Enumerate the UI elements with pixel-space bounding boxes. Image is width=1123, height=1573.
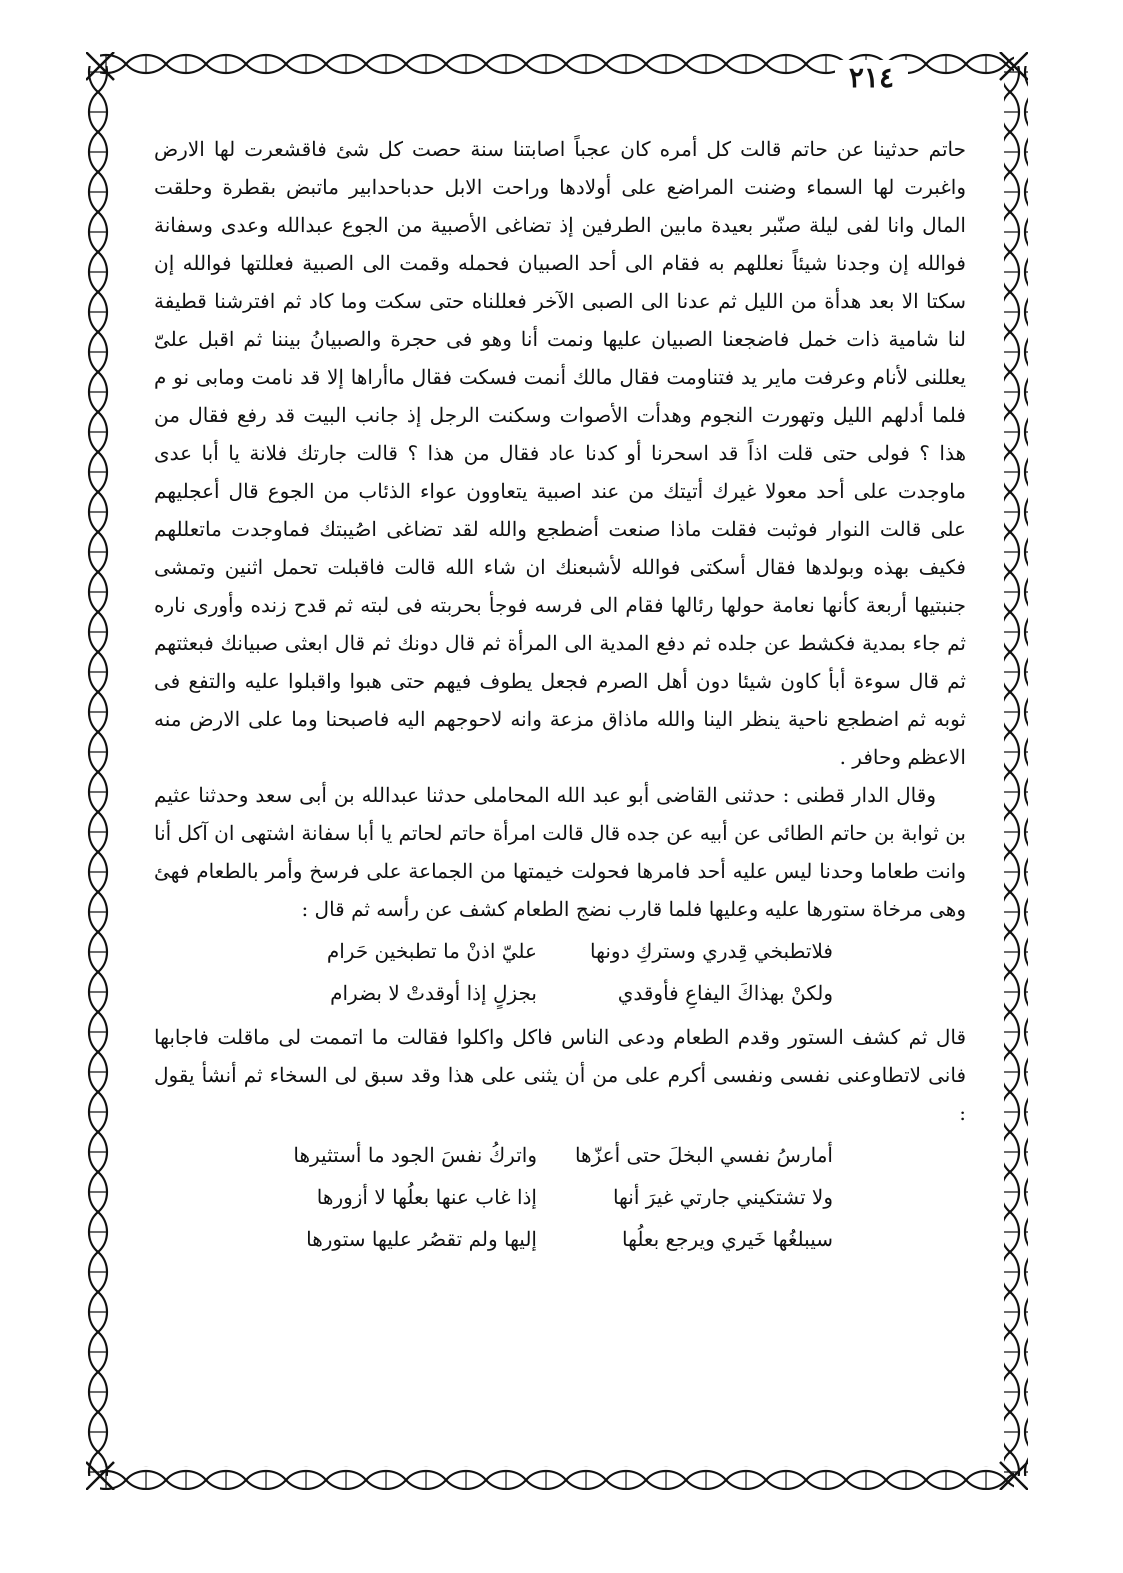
verse	[154, 1134, 966, 1176]
verse-second-hemistich: عليّ اذنْ ما تطبخين حَرام	[326, 939, 537, 963]
paragraph: حاتم حدثينا عن حاتم قالت كل أمره كان عجباً اصابتنا سنة حصت كل شئ فاقشعرت لها الارض واغبرت لها السماء وضنت المراضع على أولادها وراحت الابل حدباحدابير ماتبض بقطرة وحلقت المال وانا لفى ليلة صنّبر بعيدة مابين الطرفين إذ تضاغى الأصبية من الجوع عبدالله وعدى وسفانة فوالله إن وجدنا شيئاً نعللهم به فقام الى أحد الصبيان فحمله وقمت الى الصبية فعللتها فوالله إن سكتا الا بعد هدأة من الليل ثم عدنا الى الصبى الآخر فعللناه حتى سكت وما كاد ثم افترشنا قطيفة لنا شامية ذات خمل فاضجعنا الصبيان عليها ونمت أنا وهو فى حجرة والصبيانُ بيننا ثم اقبل علىّ يعللنى لأنام وعرفت ماير يد فتناومت فقال مالك أنمت فسكت فقال ماأراها إلا قد نامت ومابى نو م فلما أدلهم الليل وتهورت النجوم وهدأت الأصوات وسكنت الرجل إذ جانب البيت قد رفع فقال من هذا ؟ فولى حتى قلت اذاً قد اسحرنا أو كدنا عاد فقال من هذا ؟ قالت جارتك فلانة يا أبا عدى ماوجدت على أحد معولا غيرك أتيتك من عند اصبية يتعاوون عواء الذئاب من الجوع قال أعجليهم على قالت النوار فوثبت فقلت ماذا صنعت أضطجع والله لقد تضاغى اصُيبتك فماوجدت ماتعللهم فكيف بهذه وبولدها فقال أسكتى فوالله لأشبعنك ان شاء الله قالت فاقبلت تحمل اثنين وتمشى جنبتيها أربعة كأنها نعامة حولها رئالها فقام الى فرسه فوجأ بحربته فى لبته ثم قدح زنده وأورى ناره ثم جاء بمدية فكشط عن جلده ثم دفع المدية الى المرأة ثم قال دونك ثم قال ابعثى صبيانك فبعثتهم ثم قال سوءة أبأ كاون شيئا دون أهل الصرم فجعل يطوف فيهم حتى هبوا واقبلوا عليه والتفع فى ثوبه ثم اضطجع ناحية ينظر الينا والله ماذاق مزعة وانه لاحوجهم اليه فاصبحنا وما على الارض منه الاعظم وحافر .	[154, 137, 966, 769]
verse-first-hemistich: أمارسُ نفسي البخلَ حتى أعزّها	[574, 1143, 833, 1167]
poem	[154, 1134, 966, 1260]
verse-second-hemistich: بجزلٍ إذا أوقدتْ لا بضرام	[330, 981, 537, 1005]
poem	[154, 930, 966, 1014]
verse	[154, 930, 966, 972]
page-number: ٢١٤	[835, 60, 908, 96]
verse-first-hemistich: ولكنْ بهذاكَ اليفاعِ فأوقدي	[617, 981, 833, 1005]
paragraph: قال ثم كشف الستور وقدم الطعام ودعى الناس فاكل واكلوا فقالت ما اتممت لى ماقلت فاجابها فانى لاتطاوعنى نفسى ونفسى أكرم على من أن يثنى على هذا وقد سبق لى السخاء ثم أنشأ يقول :	[154, 1025, 967, 1125]
verse-first-hemistich: فلاتطبخي قِدري وستركِ دونها	[590, 939, 833, 963]
verse	[154, 1176, 966, 1218]
page-frame	[86, 52, 1028, 1490]
verse-second-hemistich: إليها ولم تقصُر عليها ستورها	[306, 1227, 537, 1251]
verse-first-hemistich: سيبلغُها خَيري ويرجع بعلُها	[622, 1227, 833, 1251]
paragraph: وقال الدار قطنى : حدثنى القاضى أبو عبد الله المحاملى حدثنا عبدالله بن أبى سعد وحدثنا عثيم بن ثوابة بن حاتم الطائى عن أبيه عن جده قال قالت امرأة حاتم لحاتم يا أبا سفانة اشتهى ان آكل أنا وانت طعاما وحدنا ليس عليه أحد فامرها فحولت خيمتها من الجماعة على فرسخ وأمر بالطعام فهئ وهى مرخاة ستورها عليه وعليها فلما قارب نضج الطعام كشف عن رأسه ثم قال :	[153, 783, 966, 921]
verse-second-hemistich: إذا غاب عنها بعلُها لا أزورها	[316, 1185, 537, 1209]
verse	[154, 972, 966, 1014]
verse	[154, 1218, 966, 1260]
page-body	[154, 130, 966, 1264]
verse-second-hemistich: واتركُ نفسَ الجود ما أستثيرها	[293, 1143, 537, 1167]
verse-first-hemistich: ولا تشتكيني جارتي غيرَ أنها	[612, 1185, 833, 1209]
